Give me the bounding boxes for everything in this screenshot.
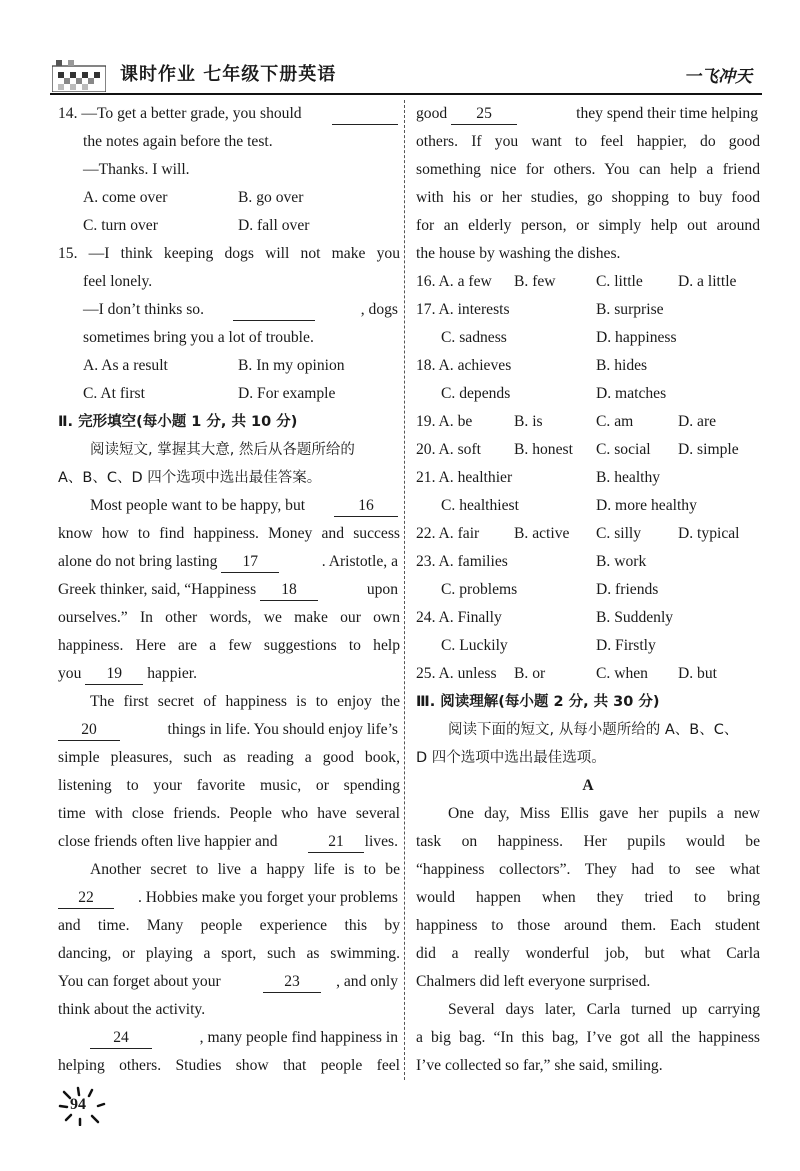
p1-text: alone do not bring lasting: [58, 553, 218, 570]
option-row: [416, 604, 760, 632]
option-row: [416, 660, 760, 688]
q15-reply-end: , dogs: [360, 301, 398, 318]
section-3-instruction-1: 阅读下面的短文, 从每小题所给的 A、B、C、: [448, 722, 739, 738]
q14-option-d[interactable]: D. fall over: [238, 217, 310, 234]
blank-16[interactable]: 16: [334, 496, 398, 517]
p2-line-3: simple pleasures, such as reading a good book,: [58, 749, 400, 766]
column-divider: [404, 100, 405, 1080]
option[interactable]: B. Suddenly: [596, 609, 674, 626]
option[interactable]: B. hides: [596, 357, 648, 374]
p3-line-1: Another secret to live a happy life is to be: [90, 861, 400, 878]
checker-logo-icon: [52, 58, 106, 92]
p2-line-1: The first secret of happiness is to enjoy the: [90, 693, 400, 710]
blank-19[interactable]: 19: [85, 664, 143, 685]
q15-option-a[interactable]: A. As a result: [83, 357, 168, 374]
passage-a-line: “happiness collectors”. They had to see what: [416, 861, 760, 878]
p2-text: things in life. You should enjoy life’s: [167, 721, 398, 738]
p3-text: . Hobbies make you forget your problems: [138, 889, 398, 906]
option[interactable]: 21. A. healthier: [416, 469, 513, 486]
option[interactable]: 19. A. be: [416, 413, 473, 430]
option-row: [416, 268, 760, 296]
option-row: [416, 296, 760, 324]
option-row: [416, 576, 760, 604]
q15-option-d[interactable]: D. For example: [238, 385, 336, 402]
option-row: [416, 492, 760, 520]
p4c-text: good: [416, 105, 448, 122]
option[interactable]: C. am: [596, 413, 634, 430]
q15-answer-blank[interactable]: [233, 300, 315, 321]
section-2-instruction-2: A、B、C、D 四个选项中选出最佳答案。: [58, 470, 322, 486]
option[interactable]: B. or: [514, 665, 546, 682]
option[interactable]: C. when: [596, 665, 648, 682]
q15-reply-line: [58, 296, 400, 324]
option[interactable]: B. is: [514, 413, 543, 430]
q15-options-row1: [58, 352, 400, 380]
p1-text: . Aristotle, a: [321, 553, 398, 570]
option-row: [416, 380, 760, 408]
p1-line-1: [58, 492, 400, 520]
passage-a-line: I’ve collected so far,” she said, smiling.: [416, 1057, 663, 1074]
blank-18[interactable]: 18: [260, 580, 318, 601]
p4c-line-3: something nice for others. You can help a friend: [416, 161, 760, 178]
option[interactable]: 16. A. a few: [416, 273, 492, 290]
q15-option-c[interactable]: C. At first: [83, 385, 145, 402]
option[interactable]: D. are: [678, 413, 717, 430]
passage-a-label: A: [582, 777, 594, 794]
option[interactable]: B. surprise: [596, 301, 664, 318]
section-3-title: Ⅲ. 阅读理解(每小题 2 分, 共 30 分): [416, 694, 660, 710]
section-3-instruction-2: D 四个选项中选出最佳选项。: [416, 750, 606, 766]
q14-option-c[interactable]: C. turn over: [83, 217, 158, 234]
p4-text: , many people find happiness in: [199, 1029, 398, 1046]
q14-options-row1: [58, 184, 400, 212]
p4c-line-1: [416, 100, 760, 128]
option[interactable]: C. social: [596, 441, 651, 458]
option[interactable]: 17. A. interests: [416, 301, 510, 318]
p4c-text: they spend their time helping: [576, 105, 758, 122]
q14-options-row2: [58, 212, 400, 240]
option[interactable]: B. few: [514, 273, 556, 290]
p2-text: close friends often live happier and: [58, 833, 278, 850]
p2-line-4: listening to your favorite music, or spending: [58, 777, 400, 794]
passage-a-line: did a really wonderful job, but what Carla: [416, 945, 760, 962]
passage-a-line: Chalmers did left everyone surprised.: [416, 973, 651, 990]
passage-a-line: a big bag. “In this bag, I’ve got all the happiness: [416, 1029, 760, 1046]
page-number: 94: [70, 1096, 86, 1113]
q15-option-b[interactable]: B. In my opinion: [238, 357, 345, 374]
passage-a-line: One day, Miss Ellis gave her pupils a new: [448, 805, 760, 822]
blank-23[interactable]: 23: [263, 972, 321, 993]
option[interactable]: B. work: [596, 553, 647, 570]
q14-stem-line: [58, 100, 400, 128]
option[interactable]: 20. A. soft: [416, 441, 481, 458]
p3-text: , and only: [336, 973, 398, 990]
q14-answer-blank[interactable]: [332, 104, 398, 125]
option-row: [416, 520, 760, 548]
p4-line-1: [58, 1024, 400, 1052]
p4c-line-5: for an elderly person, or simply help out around: [416, 217, 760, 234]
option[interactable]: 23. A. families: [416, 553, 508, 570]
p2-line-2: [58, 716, 400, 744]
option[interactable]: D. a little: [678, 273, 737, 290]
section-2-instruction-1: 阅读短文, 掌握其大意, 然后从各题所给的: [90, 442, 355, 458]
p1-line-4: [58, 576, 400, 604]
q14-option-b[interactable]: B. go over: [238, 189, 304, 206]
option[interactable]: D. happiness: [596, 329, 677, 346]
option[interactable]: C. Luckily: [441, 637, 508, 654]
option[interactable]: 24. A. Finally: [416, 609, 502, 626]
option[interactable]: B. healthy: [596, 469, 661, 486]
option[interactable]: D. friends: [596, 581, 659, 598]
option[interactable]: B. honest: [514, 441, 573, 458]
p1-line-7: [58, 660, 400, 688]
header-brand: 一飞冲天: [684, 67, 752, 87]
header-rule: [50, 93, 762, 95]
blank-21[interactable]: 21: [308, 832, 364, 853]
header-title: 课时作业 七年级下册英语: [120, 64, 337, 85]
p4c-line-4: with his or her studies, go shopping to buy food: [416, 189, 760, 206]
option-row: [416, 408, 760, 436]
option[interactable]: D. matches: [596, 385, 667, 402]
p1-line-5: ourselves.” In other words, we make our own: [58, 609, 400, 626]
option-row: [416, 548, 760, 576]
p2-line-6: [58, 828, 400, 856]
p3-line-4: dancing, or playing a sport, such as swimming.: [58, 945, 400, 962]
passage-a-line: Several days later, Carla turned up carrying: [448, 1001, 760, 1018]
passage-a-line: task on happiness. Her pupils would be: [416, 833, 760, 850]
q15-stem-3: sometimes bring you a lot of trouble.: [83, 329, 314, 346]
p1-line-3: [58, 548, 400, 576]
p1-text: Most people want to be happy, but: [90, 497, 306, 514]
p1-line-2: know how to find happiness. Money and success: [58, 525, 400, 542]
q14-option-a[interactable]: A. come over: [83, 189, 168, 206]
p3-line-5: [58, 968, 400, 996]
page-header: [50, 56, 762, 96]
option[interactable]: 18. A. achieves: [416, 357, 512, 374]
option-row: [416, 632, 760, 660]
p2-line-5: time with close friends. People who have several: [58, 805, 400, 822]
passage-a-line: would happen when they tried to bring: [416, 889, 760, 906]
blank-20[interactable]: 20: [58, 720, 120, 741]
option[interactable]: C. silly: [596, 525, 642, 542]
p3-line-2: [58, 884, 400, 912]
q15-options-row2: [58, 380, 400, 408]
q15-reply: —I don’t thinks so.: [83, 301, 205, 318]
option[interactable]: D. simple: [678, 441, 739, 458]
p2-text: lives.: [364, 833, 398, 850]
q15-stem-1: 15. —I think keeping dogs will not make you: [58, 245, 400, 262]
option[interactable]: D. Firstly: [596, 637, 656, 654]
option[interactable]: 22. A. fair: [416, 525, 480, 542]
blank-25[interactable]: 25: [451, 104, 517, 125]
option-row: [416, 324, 760, 352]
option[interactable]: C. problems: [441, 581, 518, 598]
option[interactable]: D. but: [678, 665, 717, 682]
p3-text: You can forget about your: [58, 973, 221, 990]
p1-line-6: happiness. Here are a few suggestions to help: [58, 637, 400, 654]
option[interactable]: C. sadness: [441, 329, 507, 346]
page-number-badge: [58, 1086, 108, 1126]
blank-17[interactable]: 17: [221, 552, 279, 573]
p4-line-2: helping others. Studies show that people feel: [58, 1057, 400, 1074]
q14-stem: 14. —To get a better grade, you should: [58, 105, 302, 122]
blank-22[interactable]: 22: [58, 888, 114, 909]
option-row: [416, 464, 760, 492]
p1-text: happier.: [147, 665, 197, 682]
p4c-line-6: the house by washing the dishes.: [416, 245, 621, 262]
q15-stem-2: feel lonely.: [83, 273, 153, 290]
q14-reply: —Thanks. I will.: [83, 161, 190, 178]
p3-line-3: and time. Many people experience this by: [58, 917, 400, 934]
option[interactable]: 25. A. unless: [416, 665, 497, 682]
option[interactable]: C. healthiest: [441, 497, 519, 514]
p3-line-6: think about the activity.: [58, 1001, 206, 1018]
passage-a-line: happiness to those around them. Each student: [416, 917, 760, 934]
option[interactable]: D. more healthy: [596, 497, 697, 514]
p4c-line-2: others. If you want to feel happier, do good: [416, 133, 760, 150]
q14-stem-2: the notes again before the test.: [83, 133, 273, 150]
p1-text: you: [58, 665, 82, 682]
left-column: [58, 100, 400, 1080]
right-column: [416, 100, 760, 1080]
blank-24[interactable]: 24: [90, 1028, 152, 1049]
section-2-title: Ⅱ. 完形填空(每小题 1 分, 共 10 分): [58, 414, 298, 430]
p1-text: Greek thinker, said, “Happiness: [58, 581, 257, 598]
option[interactable]: D. typical: [678, 525, 740, 542]
option-row: [416, 352, 760, 380]
option[interactable]: B. active: [514, 525, 570, 542]
option[interactable]: C. depends: [441, 385, 511, 402]
option-row: [416, 436, 760, 464]
p1-text: upon: [366, 581, 398, 598]
option[interactable]: C. little: [596, 273, 643, 290]
